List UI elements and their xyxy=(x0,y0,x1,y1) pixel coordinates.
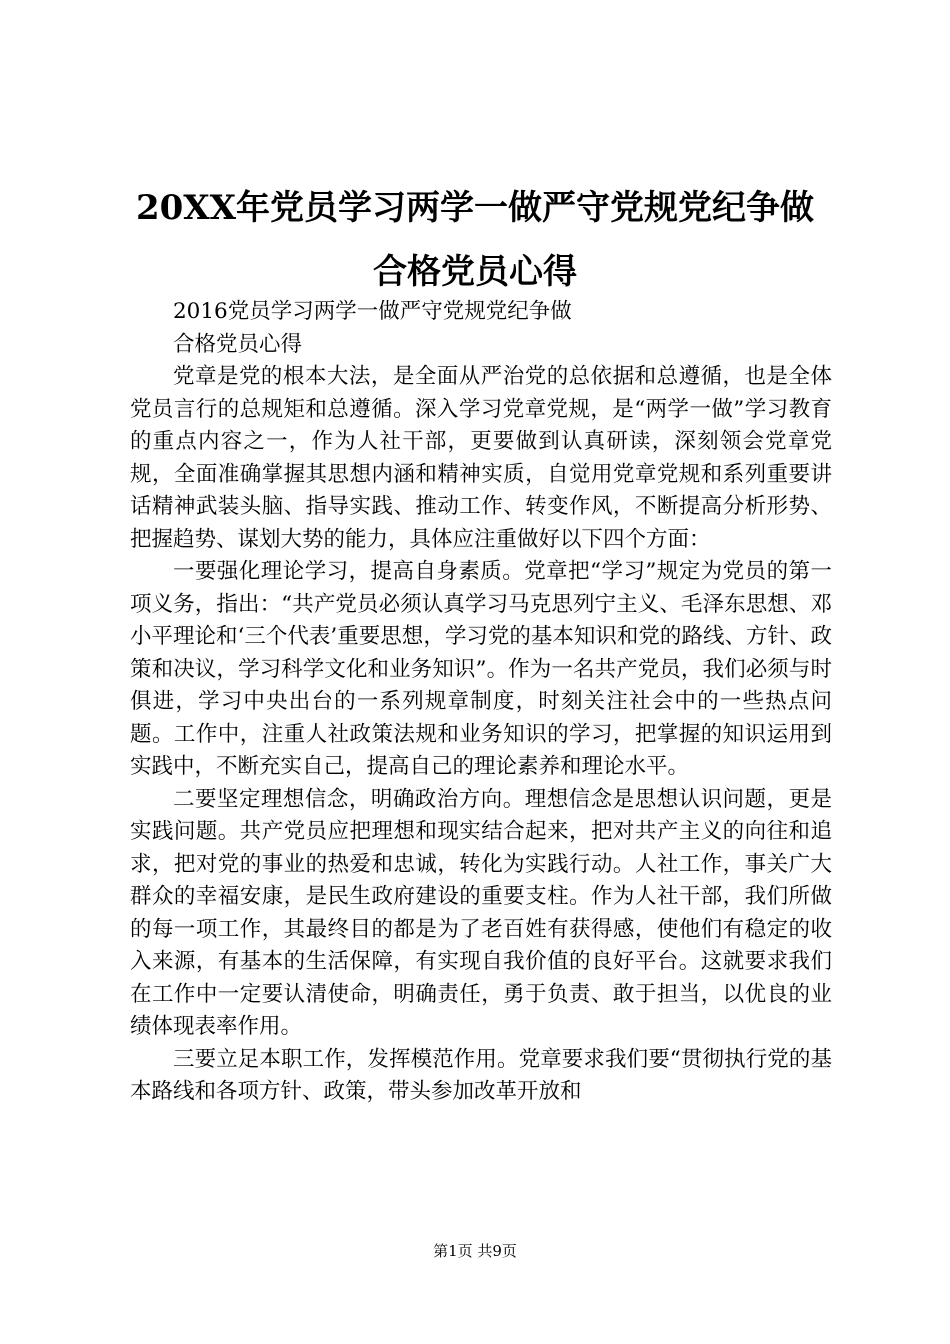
document-body xyxy=(130,296,832,1109)
body-paragraph: 党章是党的根本大法，是全面从严治党的总依据和总遵循，也是全体党员言行的总规矩和总遵循。深入学习党章党规，是“两学一做”学习教育的重点内容之一，作为人社干部，更要做到认真研读，深刻领会党章党规，全面准确掌握其思想内涵和精神实质，自觉用党章党规和系列重要讲话精神武装头脑、指导实践、推动工作、转变作风，不断提高分析形势、把握趋势、谋划大势的能力，具体应注重做好以下四个方面： xyxy=(130,364,832,552)
body-paragraph: 一要强化理论学习，提高自身素质。党章把“学习”规定为党员的第一项义务，指出：“共产党员必须认真学习马克思列宁主义、毛泽东思想、邓小平理论和‘三个代表’重要思想，学习党的基本知识和党的路线、方针、政策和决议，学习科学文化和业务知识”。作为一名共产党员，我们必须与时俱进，学习中央出台的一系列规章制度，时刻关注社会中的一些热点问题。工作中，注重人社政策法规和业务知识的学习，把掌握的知识运用到实践中，不断充实自己，提高自己的理论素养和理论水平。 xyxy=(130,559,832,779)
body-paragraph: 二要坚定理想信念，明确政治方向。理想信念是思想认识问题，更是实践问题。共产党员应把理想和现实结合起来，把对共产主义的向往和追求，把对党的事业的热爱和忠诚，转化为实践行动。人社工作，事关广大群众的幸福安康，是民生政府建设的重要支柱。作为人社干部，我们所做的每一项工作，其最终目的都是为了老百姓有获得感，使他们有稳定的收入来源，有基本的生活保障，有实现自我价值的良好平台。这就要求我们在工作中一定要认清使命，明确责任，勇于负责、敢于担当，以优良的业绩体现表率作用。 xyxy=(130,786,832,1039)
document-title-line-1: 20XX年党员学习两学一做严守党规党纪争做 xyxy=(135,188,815,228)
body-paragraph: 三要立足本职工作，发挥模范作用。党章要求我们要“贯彻执行党的基本路线和各项方针、政策，带头参加改革开放和 xyxy=(130,1046,832,1104)
page-number-footer: 第1页 共9页 xyxy=(433,1242,517,1260)
subtitle-line-1: 2016党员学习两学一做严守党规党纪争做 xyxy=(173,299,572,324)
subtitle-line-2: 合格党员心得 xyxy=(173,331,303,357)
document-title-line-2: 合格党员心得 xyxy=(373,252,577,292)
